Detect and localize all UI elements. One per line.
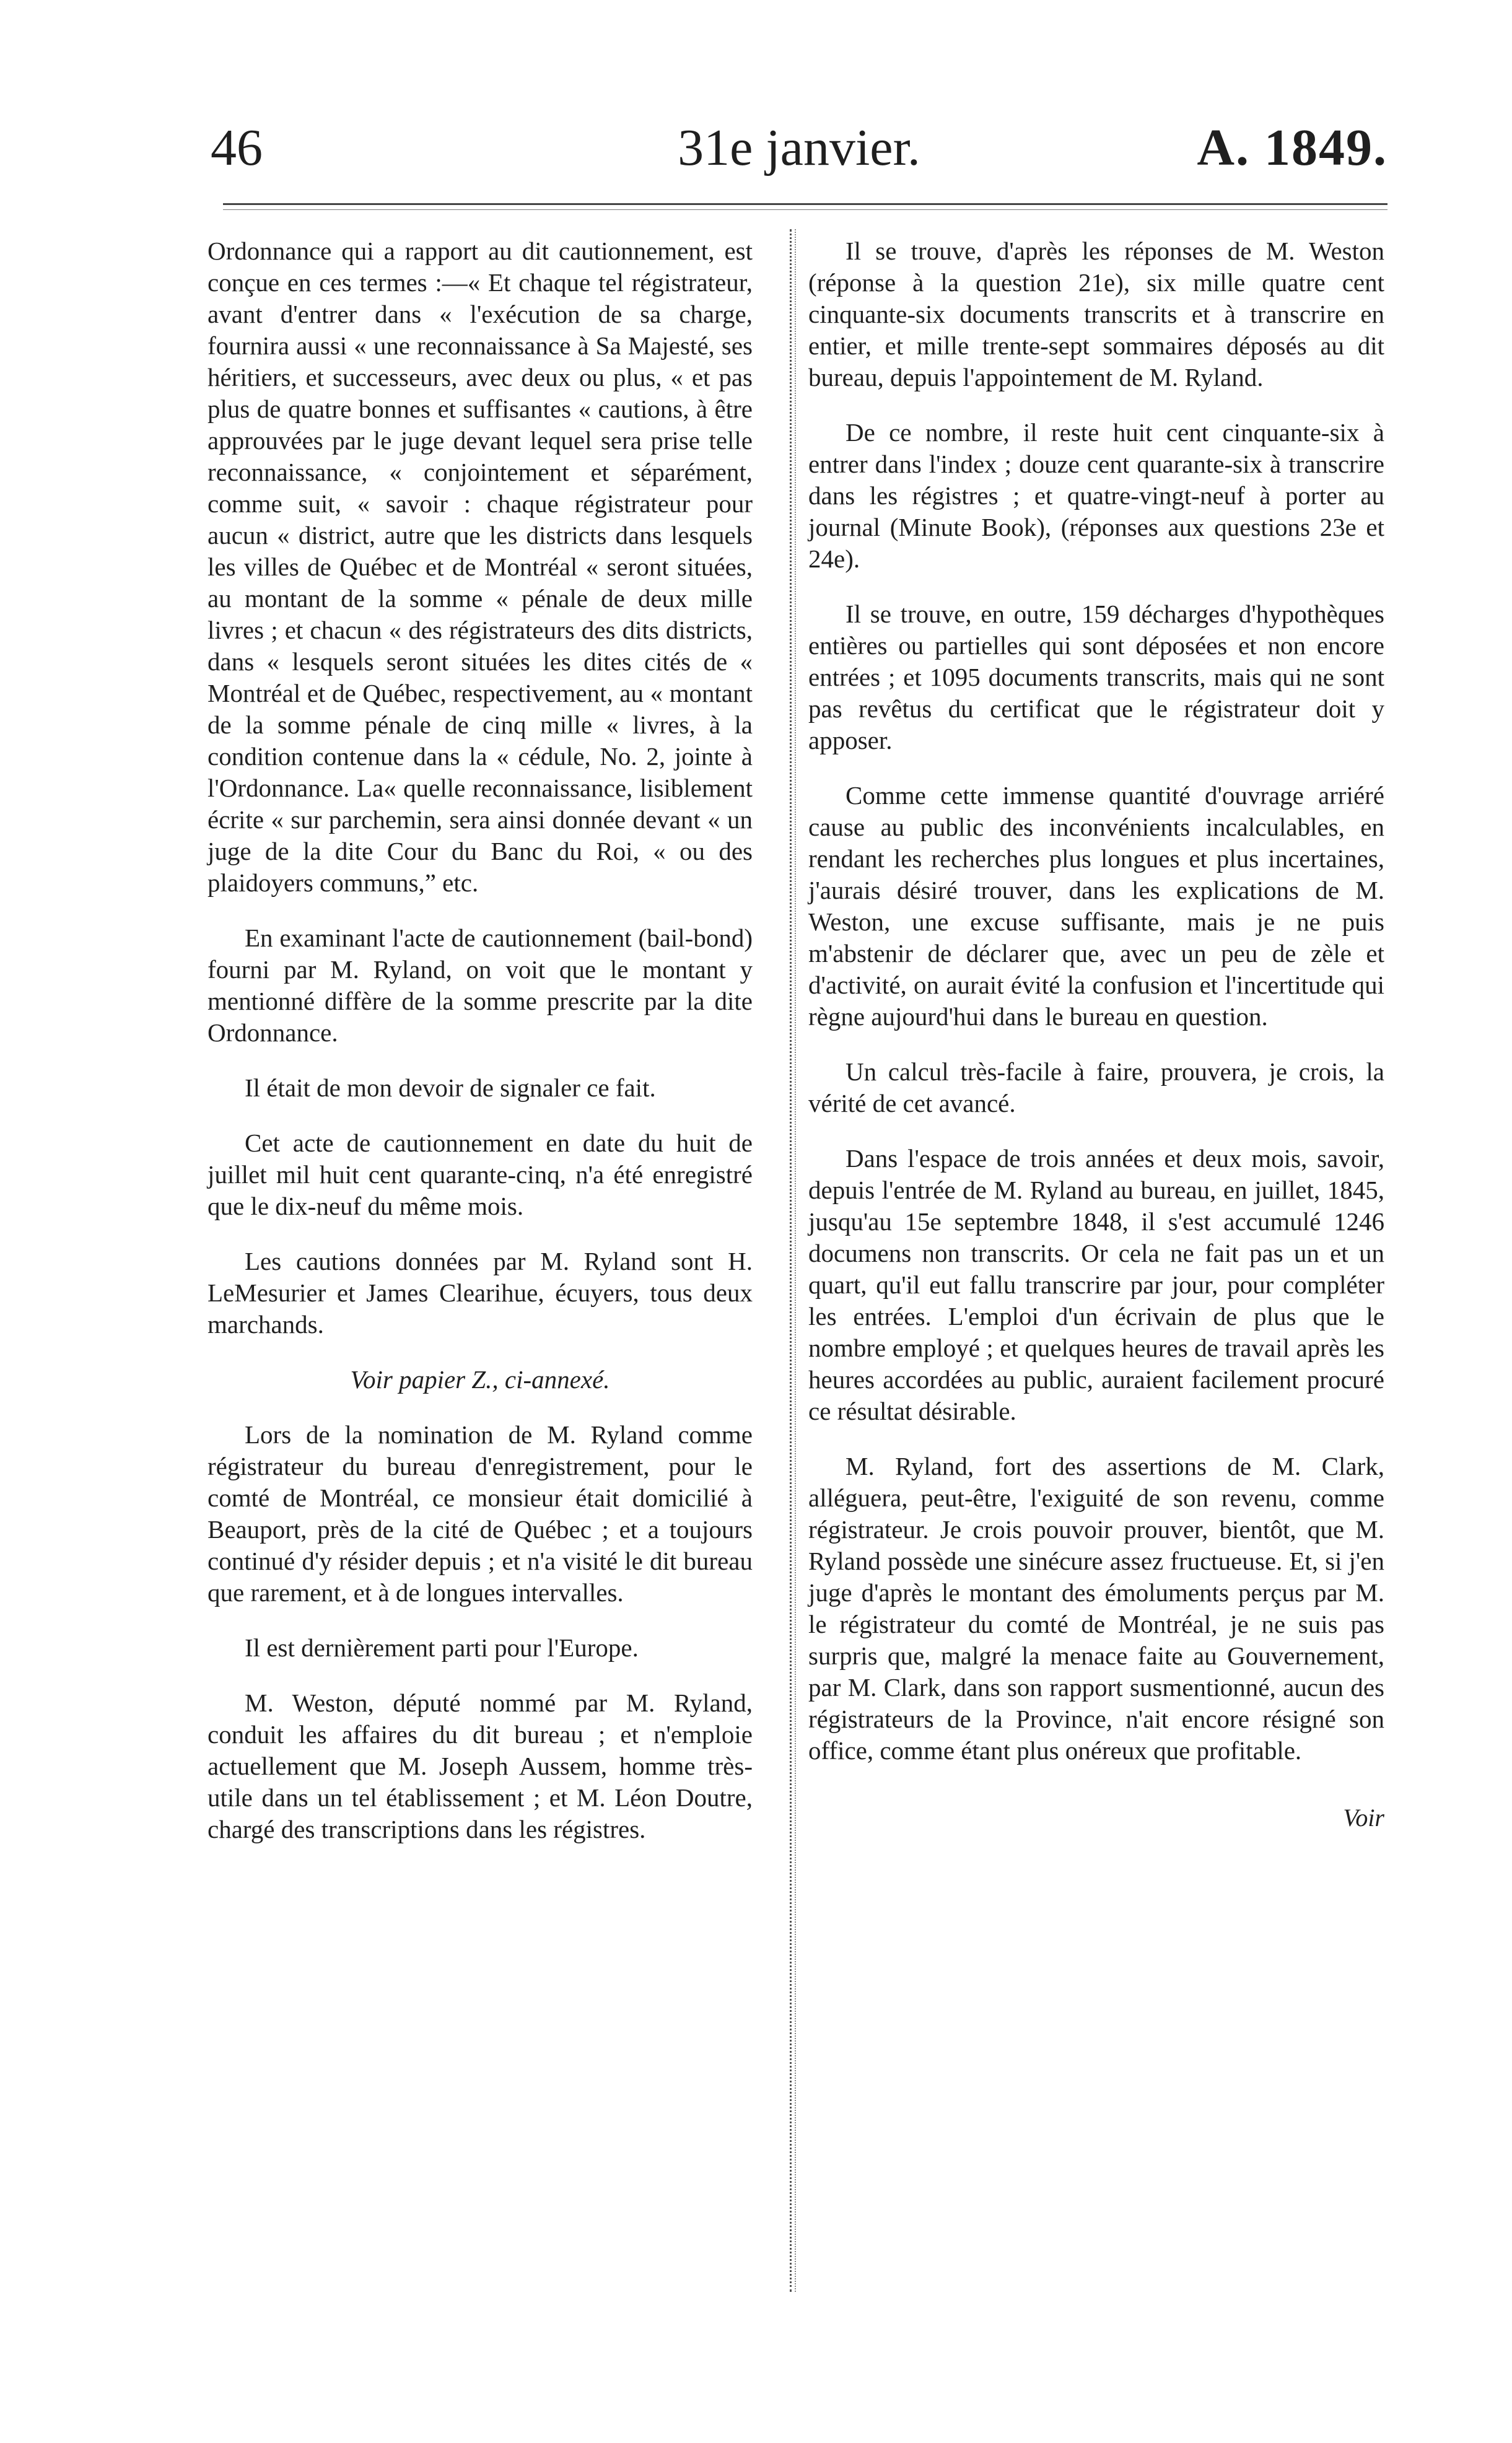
paragraph: Il était de mon devoir de signaler ce fait. bbox=[245, 1073, 656, 1102]
paragraph: Lors de la nomination de M. Ryland comme régistrateur du bureau d'enregistrement, pour le comté de Montréal, ce monsieur était domicilié à Beauport, près de la cité de Québec ; et a toujours continué d'y résider depuis ; et n'a visité le dit bureau que rarement, et à de longues intervalles. bbox=[208, 1420, 753, 1607]
header-rule bbox=[223, 203, 1387, 205]
paragraph: Il se trouve, en outre, 159 décharges d'hypothèques entières ou partielles qui sont déposées et non encore entrées ; et 1095 documents transcrits, mais qui ne sont pas revêtus du certificat que le régistrateur doit y apposer. bbox=[808, 600, 1384, 754]
paragraph: Cet acte de cautionnement en date du huit de juillet mil huit cent quarante-cinq, n'a été enregistré que le dix-neuf du même mois. bbox=[208, 1129, 753, 1220]
column-divider bbox=[790, 229, 792, 2292]
right-column bbox=[808, 235, 1384, 1832]
paragraph: Dans l'espace de trois années et deux mois, savoir, depuis l'entrée de M. Ryland au bureau, en juillet, 1845, jusqu'au 15e septembre 1848, il s'est accumulé 1246 documens non transcrits. Or cela ne fait pas un et un quart, qu'il eut fallu transcrire par jour, pour compléter les entrées. L'emploi d'un écrivain de plus que le nombre employé ; et quelques heures de travail après les heures accordées au public, auraient facilement procuré ce résultat désirable. bbox=[808, 1144, 1384, 1425]
paragraph: Les cautions données par M. Ryland sont H. LeMesurier et James Clearihue, écuyers, tous deux marchands. bbox=[208, 1247, 753, 1339]
paragraph-reference: Voir papier Z., ci-annexé. bbox=[350, 1365, 610, 1394]
page-header bbox=[211, 118, 1387, 186]
paragraph: Il se trouve, d'après les réponses de M. Weston (réponse à la question 21e), six mille quatre cent cinquante-six documents transcrits et à transcrire en entier, et mille trente-sept sommaires déposés au dit bureau, depuis l'appointement de M. Ryland. bbox=[808, 237, 1384, 391]
header-rule-thin bbox=[223, 209, 1387, 210]
page-year: A. 1849. bbox=[1197, 119, 1387, 177]
page-number: 46 bbox=[211, 119, 263, 177]
paragraph: M. Ryland, fort des assertions de M. Clark, alléguera, peut-être, l'exiguité de son revenu, comme régistrateur. Je crois pouvoir prouver, bientôt, que M. Ryland possède une sinécure assez fructueuse. Et, si j'en juge d'après le montant des émoluments perçus par M. le régistrateur du comté de Montréal, je ne suis pas surpris que, malgré la menace faite au Gouvernement, par M. Clark, dans son rapport susmentionné, aucun des régistrateurs de la Province, n'ait encore résigné son office, comme étant plus onéreux que profitable. bbox=[808, 1452, 1384, 1765]
left-column bbox=[208, 235, 753, 1869]
paragraph: Ordonnance qui a rapport au dit cautionnement, est conçue en ces termes :—« Et chaque tel régistrateur, avant d'entrer dans « l'exécution de sa charge, fournira aussi « une reconnaissance à Sa Majesté, ses héritiers, et successeurs, avec deux ou plus, « et pas plus de quatre bonnes et suffisantes « cautions, à être approuvées par le juge devant lequel sera prise telle reconnaissance, « conjointement et séparément, comme suit, « savoir : chaque régistrateur pour aucun « district, autre que les districts dans lesquels les villes de Québec et de Montréal « seront situées, au montant de la somme « pénale de deux mille livres ; et chacun « des régistrateurs des dits districts, dans « lesquels seront situées les dites cités de « Montréal et de Québec, respectivement, au « montant de la somme pénale de cinq mille « livres, à la condition contenue dans la « cédule, No. 2, jointe à l'Ordonnance. La« quelle reconnaissance, lisiblement écrite « sur parchemin, sera ainsi donnée devant « un juge de la dite Cour du Banc du Roi, « ou des plaidoyers communs,” etc. bbox=[208, 237, 753, 897]
paragraph: M. Weston, député nommé par M. Ryland, conduit les affaires du dit bureau ; et n'emploie actuellement que M. Joseph Aussem, homme très-utile dans un tel établissement ; et M. Léon Doutre, chargé des transcriptions dans les régistres. bbox=[208, 1689, 753, 1843]
page-date: 31e janvier. bbox=[678, 119, 920, 177]
paragraph: Il est dernièrement parti pour l'Europe. bbox=[245, 1633, 639, 1662]
paragraph: Un calcul très-facile à faire, prouvera, je crois, la vérité de cet avancé. bbox=[808, 1057, 1384, 1117]
paragraph: Comme cette immense quantité d'ouvrage arriéré cause au public des inconvénients incalculables, en rendant les recherches plus longues et plus incertaines, j'aurais désiré trouver, dans les explications de M. Weston, une excuse suffisante, mais je ne puis m'abstenir de déclarer que, avec un peu de zèle et d'activité, on aurait évité la confusion et l'incertitude qui règne aujourd'hui dans le bureau en question. bbox=[808, 781, 1384, 1031]
paragraph: En examinant l'acte de cautionnement (bail-bond) fourni par M. Ryland, on voit que le montant y mentionné diffère de la somme prescrite par la dite Ordonnance. bbox=[208, 924, 753, 1047]
column-divider-secondary bbox=[795, 229, 796, 2292]
catchword: Voir bbox=[1343, 1804, 1384, 1832]
paragraph: De ce nombre, il reste huit cent cinquante-six à entrer dans l'index ; douze cent quarante-six à transcrire dans les régistres ; et quatre-vingt-neuf à porter au journal (Minute Book), (réponses aux questions 23e et 24e). bbox=[808, 418, 1384, 573]
